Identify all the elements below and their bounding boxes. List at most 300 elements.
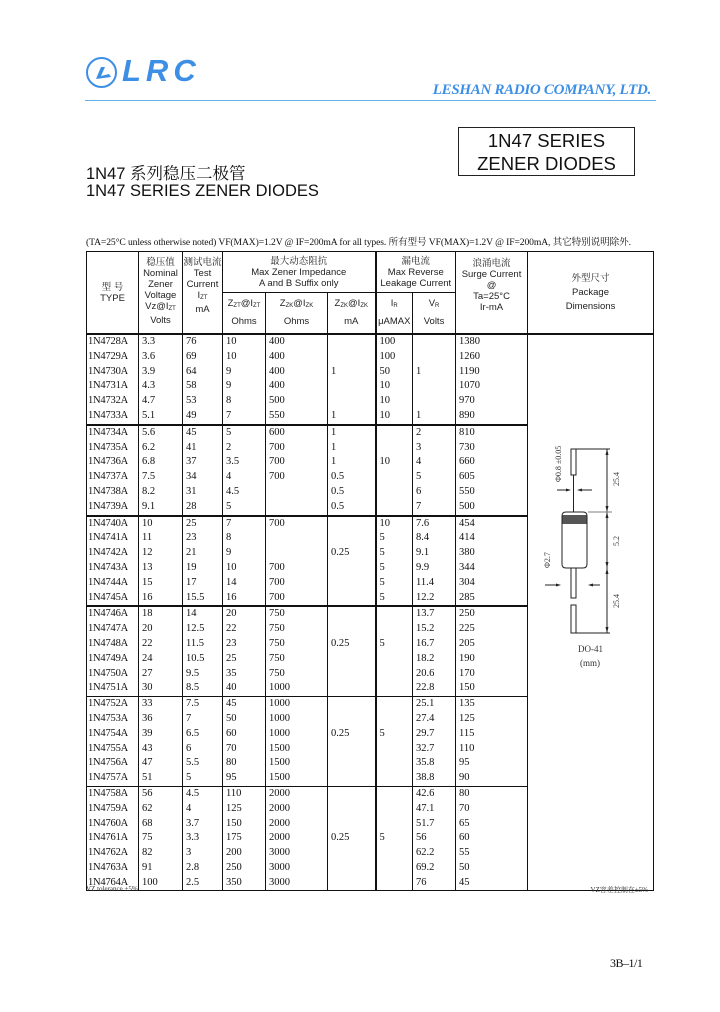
at-i: @I xyxy=(293,298,306,309)
header-zzk xyxy=(266,293,328,335)
cell-type: 1N4761A xyxy=(87,831,139,846)
header-surge-cn: 浪涌电流 xyxy=(472,258,511,269)
header-leakage-cn: 漏电流 xyxy=(401,255,431,267)
cell-zzt: 175 xyxy=(223,831,266,846)
package-unit: (mm) xyxy=(580,658,600,668)
cell-zzt: 7 xyxy=(223,516,266,532)
cell-izt: 37 xyxy=(183,455,223,470)
cell-vz: 56 xyxy=(139,786,183,801)
cell-izt: 69 xyxy=(183,350,223,365)
cell-vz: 3.9 xyxy=(139,365,183,380)
cell-vz: 6.2 xyxy=(139,441,183,456)
cell-izk xyxy=(328,861,376,876)
cell-zzt: 20 xyxy=(223,606,266,622)
cell-type: 1N4759A xyxy=(87,802,139,817)
header-impedance-cn: 最大动态阻抗 xyxy=(270,255,328,267)
cell-ir xyxy=(376,712,413,727)
cell-izk xyxy=(328,712,376,727)
vr-sub: R xyxy=(435,303,440,309)
cell-izt: 53 xyxy=(183,394,223,409)
cell-vr: 7.6 xyxy=(413,516,456,532)
cell-izk: 1 xyxy=(328,455,376,470)
cell-zzk: 3000 xyxy=(266,846,328,861)
body-length-label: 5.2 xyxy=(612,536,621,546)
cell-izk xyxy=(328,756,376,771)
footnote-tolerance-cn: VZ容差控制在±5% xyxy=(590,886,648,894)
cell-vr: 69.2 xyxy=(413,861,456,876)
cell-surge: 1190 xyxy=(456,365,528,380)
cell-surge: 380 xyxy=(456,546,528,561)
cell-zzt: 16 xyxy=(223,591,266,607)
cell-izt: 4 xyxy=(183,802,223,817)
cell-type: 1N4757A xyxy=(87,771,139,786)
cell-type: 1N4740A xyxy=(87,516,139,532)
cell-vz: 24 xyxy=(139,652,183,667)
cell-izt: 2.5 xyxy=(183,876,223,891)
header-test-current-l3 xyxy=(183,290,222,304)
cell-surge: 135 xyxy=(456,697,528,712)
cell-type: 1N4733A xyxy=(87,409,139,425)
cell-zzk: 500 xyxy=(266,394,328,409)
cell-ir: 5 xyxy=(376,637,413,652)
cell-vr: 6 xyxy=(413,485,456,500)
footnote-tolerance-en: VZ tolerance ±5% xyxy=(86,885,138,893)
vr-sym: V xyxy=(428,298,436,309)
cell-surge: 110 xyxy=(456,742,528,757)
cell-vr: 4 xyxy=(413,455,456,470)
cell-zzt: 10 xyxy=(223,334,266,350)
cell-zzt: 10 xyxy=(223,561,266,576)
cell-zzt: 110 xyxy=(223,786,266,801)
cell-izk xyxy=(328,561,376,576)
cell-ir xyxy=(376,861,413,876)
cell-zzk: 2000 xyxy=(266,831,328,846)
header-package-cn: 外型尺寸 xyxy=(571,272,610,284)
cell-izt: 6.5 xyxy=(183,727,223,742)
cell-vr: 35.8 xyxy=(413,756,456,771)
cell-type: 1N4730A xyxy=(87,365,139,380)
cell-zzt: 10 xyxy=(223,350,266,365)
header-izk-sym xyxy=(328,296,375,314)
cell-type: 1N4741A xyxy=(87,531,139,546)
cell-zzk: 1000 xyxy=(266,697,328,712)
cell-vr: 27.4 xyxy=(413,712,456,727)
cell-vz: 22 xyxy=(139,637,183,652)
header-test-current-cn: 测试电流 xyxy=(183,257,222,268)
cell-vz: 20 xyxy=(139,622,183,637)
cell-zzk: 750 xyxy=(266,667,328,682)
cell-type: 1N4745A xyxy=(87,591,139,607)
cell-izk: 0.5 xyxy=(328,500,376,516)
cell-vz: 68 xyxy=(139,817,183,832)
cell-ir xyxy=(376,697,413,712)
cell-izt: 41 xyxy=(183,441,223,456)
cell-zzt: 25 xyxy=(223,652,266,667)
cell-ir: 100 xyxy=(376,350,413,365)
cell-type: 1N4760A xyxy=(87,817,139,832)
cell-surge: 80 xyxy=(456,786,528,801)
header-leakage xyxy=(376,252,456,293)
cell-ir xyxy=(376,876,413,891)
cell-type: 1N4749A xyxy=(87,652,139,667)
cell-vz: 27 xyxy=(139,667,183,682)
cell-izt: 31 xyxy=(183,485,223,500)
cell-zzk: 750 xyxy=(266,622,328,637)
cell-izt: 11.5 xyxy=(183,637,223,652)
cell-vr: 47.1 xyxy=(413,802,456,817)
cell-vz: 4.3 xyxy=(139,379,183,394)
cell-zzk: 1000 xyxy=(266,712,328,727)
header-zzk-sym xyxy=(266,296,327,314)
top-lead-length-label: 25.4 xyxy=(612,472,621,486)
cell-vr: 22.8 xyxy=(413,681,456,696)
cell-vr: 13.7 xyxy=(413,606,456,622)
cell-ir: 5 xyxy=(376,831,413,846)
package-name: DO-41 xyxy=(578,644,603,654)
cell-izt: 64 xyxy=(183,365,223,380)
cell-ir: 10 xyxy=(376,516,413,532)
cell-izk: 1 xyxy=(328,441,376,456)
cell-izt: 6 xyxy=(183,742,223,757)
cell-vz: 36 xyxy=(139,712,183,727)
cell-vr xyxy=(413,334,456,350)
table-row xyxy=(87,334,654,350)
cell-izt: 10.5 xyxy=(183,652,223,667)
header-voltage-l3: Voltage xyxy=(144,290,177,301)
at-i: @I xyxy=(348,298,361,309)
cell-izk xyxy=(328,622,376,637)
cell-vr: 42.6 xyxy=(413,786,456,801)
cell-vz: 33 xyxy=(139,697,183,712)
bottom-lead-end xyxy=(571,605,576,633)
header-type xyxy=(87,252,139,335)
cell-izk: 0.5 xyxy=(328,485,376,500)
cell-izt: 28 xyxy=(183,500,223,516)
header-zzk-unit: Ohms xyxy=(283,316,310,327)
ir-sym: I xyxy=(390,298,394,309)
cell-vz: 6.8 xyxy=(139,455,183,470)
cell-type: 1N4746A xyxy=(87,606,139,622)
cell-vz: 3.3 xyxy=(139,334,183,350)
cell-izk xyxy=(328,786,376,801)
header-surge xyxy=(456,252,528,335)
cell-surge: 60 xyxy=(456,831,528,846)
cell-zzk xyxy=(266,485,328,500)
cell-izk: 0.25 xyxy=(328,727,376,742)
cell-zzk: 2000 xyxy=(266,817,328,832)
cell-zzt: 8 xyxy=(223,531,266,546)
lead-diameter-label: Φ0.8 ±0.05 xyxy=(554,445,563,482)
cell-surge: 550 xyxy=(456,485,528,500)
cell-zzt: 9 xyxy=(223,379,266,394)
cell-zzt: 7 xyxy=(223,409,266,425)
cell-zzt: 45 xyxy=(223,697,266,712)
cell-izk: 1 xyxy=(328,425,376,441)
izt-sym: I xyxy=(165,301,169,312)
cell-zzt: 350 xyxy=(223,876,266,891)
cell-zzt: 125 xyxy=(223,802,266,817)
cell-vr: 29.7 xyxy=(413,727,456,742)
cell-zzt: 70 xyxy=(223,742,266,757)
series-box-line2: ZENER DIODES xyxy=(477,153,616,174)
cell-izt: 9.5 xyxy=(183,667,223,682)
cell-zzt: 3.5 xyxy=(223,455,266,470)
cell-surge: 1070 xyxy=(456,379,528,394)
cell-izt: 19 xyxy=(183,561,223,576)
cell-ir xyxy=(376,681,413,696)
cathode-band xyxy=(563,515,587,524)
header-surge-l4: Ir-mA xyxy=(479,302,504,313)
cell-izk: 0.5 xyxy=(328,470,376,485)
cell-vz: 47 xyxy=(139,756,183,771)
cell-type: 1N4744A xyxy=(87,576,139,591)
cell-zzk: 750 xyxy=(266,606,328,622)
cell-zzk: 700 xyxy=(266,516,328,532)
cell-surge: 810 xyxy=(456,425,528,441)
cell-vz: 18 xyxy=(139,606,183,622)
cell-vz: 3.6 xyxy=(139,350,183,365)
cell-izk: 1 xyxy=(328,409,376,425)
cell-zzt: 2 xyxy=(223,441,266,456)
cell-ir: 5 xyxy=(376,546,413,561)
cell-zzk: 750 xyxy=(266,637,328,652)
cell-izk: 0.25 xyxy=(328,831,376,846)
cell-izk xyxy=(328,697,376,712)
test-conditions: (TA=25°C unless otherwise noted) VF(MAX)=1.2V @ IF=200mA for all types. 所有型号 VF(MAX)=1.2V @ IF=200mA, 其它特别说明除外. xyxy=(86,237,631,248)
cell-izk xyxy=(328,742,376,757)
cell-izk xyxy=(328,516,376,532)
cell-type: 1N4755A xyxy=(87,742,139,757)
cell-surge: 285 xyxy=(456,591,528,607)
cell-zzk: 700 xyxy=(266,576,328,591)
i-sub: ZK xyxy=(305,303,314,309)
cell-zzk: 1500 xyxy=(266,742,328,757)
header-ir-unit: μAMAX xyxy=(378,316,411,327)
cell-vr: 12.2 xyxy=(413,591,456,607)
cell-izk xyxy=(328,876,376,891)
cell-zzt: 150 xyxy=(223,817,266,832)
cell-zzk xyxy=(266,546,328,561)
header-leakage-l1: Max Reverse xyxy=(387,266,444,278)
header-vr xyxy=(413,293,456,335)
cell-zzk: 700 xyxy=(266,561,328,576)
cell-ir xyxy=(376,470,413,485)
cell-vr xyxy=(413,394,456,409)
title-chinese: 1N47 系列稳压二极管 xyxy=(86,165,246,183)
cell-type: 1N4751A xyxy=(87,681,139,696)
cell-surge: 250 xyxy=(456,606,528,622)
cell-vr: 9.1 xyxy=(413,546,456,561)
header-voltage xyxy=(139,252,183,335)
cell-zzk: 700 xyxy=(266,591,328,607)
cell-vr xyxy=(413,350,456,365)
header-zzt xyxy=(223,293,266,335)
cell-vz: 5.1 xyxy=(139,409,183,425)
z-sym: Z xyxy=(334,298,341,309)
lrc-logo xyxy=(85,55,215,89)
header-vr-unit: Volts xyxy=(423,316,445,327)
cell-type: 1N4732A xyxy=(87,394,139,409)
cell-type: 1N4736A xyxy=(87,455,139,470)
series-box-line1: 1N47 SERIES xyxy=(487,130,606,151)
z-sub: ZK xyxy=(340,303,349,309)
cell-izk xyxy=(328,667,376,682)
cell-zzk: 700 xyxy=(266,470,328,485)
cell-type: 1N4738A xyxy=(87,485,139,500)
cell-ir xyxy=(376,771,413,786)
cell-izk xyxy=(328,350,376,365)
body-diameter-label: Φ2.7 xyxy=(543,552,552,568)
header-voltage-l1: Nominal xyxy=(143,268,178,279)
cell-vz: 91 xyxy=(139,861,183,876)
cell-vr: 9.9 xyxy=(413,561,456,576)
cell-zzk: 3000 xyxy=(266,861,328,876)
cell-type: 1N4729A xyxy=(87,350,139,365)
header-ir-sym xyxy=(377,296,413,314)
cell-surge: 500 xyxy=(456,500,528,516)
cell-ir xyxy=(376,500,413,516)
cell-type: 1N4750A xyxy=(87,667,139,682)
header-test-current-l4: mA xyxy=(195,304,210,315)
cell-ir: 10 xyxy=(376,379,413,394)
cell-ir: 10 xyxy=(376,394,413,409)
cell-ir xyxy=(376,652,413,667)
top-lead-stub xyxy=(571,449,576,475)
cell-zzk: 1500 xyxy=(266,756,328,771)
cell-surge: 414 xyxy=(456,531,528,546)
cell-type: 1N4743A xyxy=(87,561,139,576)
cell-vr: 18.2 xyxy=(413,652,456,667)
cell-izk xyxy=(328,576,376,591)
cell-type: 1N4763A xyxy=(87,861,139,876)
cell-vr: 51.7 xyxy=(413,817,456,832)
cell-surge: 1260 xyxy=(456,350,528,365)
cell-izk: 0.25 xyxy=(328,637,376,652)
cell-izt: 76 xyxy=(183,334,223,350)
vz-at: Vz@ xyxy=(145,301,166,312)
cell-izt: 7.5 xyxy=(183,697,223,712)
cell-ir xyxy=(376,786,413,801)
header-impedance xyxy=(223,252,376,293)
cell-surge: 970 xyxy=(456,394,528,409)
cell-ir xyxy=(376,742,413,757)
ir-sub: R xyxy=(393,303,398,309)
cell-surge: 730 xyxy=(456,441,528,456)
cell-vr: 15.2 xyxy=(413,622,456,637)
header-divider xyxy=(85,100,656,101)
cell-type: 1N4728A xyxy=(87,334,139,350)
cell-ir: 50 xyxy=(376,365,413,380)
header-test-current xyxy=(183,252,223,335)
cell-zzt: 5 xyxy=(223,425,266,441)
cell-izk xyxy=(328,802,376,817)
cell-surge: 115 xyxy=(456,727,528,742)
cell-zzk: 700 xyxy=(266,455,328,470)
izt-sub: ZT xyxy=(200,295,208,301)
cell-vr: 20.6 xyxy=(413,667,456,682)
cell-vz: 100 xyxy=(139,876,183,891)
cell-zzk: 700 xyxy=(266,441,328,456)
cell-vz: 82 xyxy=(139,846,183,861)
cell-surge: 344 xyxy=(456,561,528,576)
i-sub: ZK xyxy=(360,303,368,309)
header-test-current-l1: Test xyxy=(193,268,212,279)
cell-zzk: 600 xyxy=(266,425,328,441)
cell-izt: 25 xyxy=(183,516,223,532)
cell-type: 1N4762A xyxy=(87,846,139,861)
header-surge-l2: @ xyxy=(486,280,497,291)
cell-vr: 1 xyxy=(413,409,456,425)
cell-surge: 65 xyxy=(456,817,528,832)
cell-izt: 21 xyxy=(183,546,223,561)
cell-zzt: 9 xyxy=(223,546,266,561)
cell-ir: 5 xyxy=(376,576,413,591)
cell-ir: 10 xyxy=(376,409,413,425)
cell-vr: 11.4 xyxy=(413,576,456,591)
cell-type: 1N4742A xyxy=(87,546,139,561)
cell-surge: 55 xyxy=(456,846,528,861)
cell-surge: 890 xyxy=(456,409,528,425)
cell-vr: 38.8 xyxy=(413,771,456,786)
header-vr-sym xyxy=(413,296,455,314)
cell-zzt: 250 xyxy=(223,861,266,876)
cell-vr: 7 xyxy=(413,500,456,516)
cell-type: 1N4754A xyxy=(87,727,139,742)
cell-surge: 225 xyxy=(456,622,528,637)
cell-izk xyxy=(328,379,376,394)
cell-type: 1N4739A xyxy=(87,500,139,516)
cell-vz: 51 xyxy=(139,771,183,786)
cell-ir xyxy=(376,485,413,500)
cell-surge: 605 xyxy=(456,470,528,485)
page-number: 3B–1/1 xyxy=(610,956,643,970)
cell-vz: 9.1 xyxy=(139,500,183,516)
cell-surge: 95 xyxy=(456,756,528,771)
cell-vz: 75 xyxy=(139,831,183,846)
cell-vr: 56 xyxy=(413,831,456,846)
header-voltage-l5: Volts xyxy=(150,315,171,326)
cell-vz: 16 xyxy=(139,591,183,607)
cell-izt: 12.5 xyxy=(183,622,223,637)
logo-emblem-icon xyxy=(93,65,113,83)
cell-zzt: 80 xyxy=(223,756,266,771)
cell-ir xyxy=(376,441,413,456)
cell-izt: 5.5 xyxy=(183,756,223,771)
header-surge-l3: Ta=25°C xyxy=(473,291,510,302)
cell-surge: 1380 xyxy=(456,334,528,350)
cell-zzk: 3000 xyxy=(266,876,328,891)
cell-vz: 11 xyxy=(139,531,183,546)
header-zzt-sym xyxy=(223,296,265,314)
cell-vz: 13 xyxy=(139,561,183,576)
cell-izt: 5 xyxy=(183,771,223,786)
cell-zzt: 50 xyxy=(223,712,266,727)
cell-vr: 76 xyxy=(413,876,456,891)
cell-vz: 7.5 xyxy=(139,470,183,485)
cell-zzk: 1500 xyxy=(266,771,328,786)
header-package xyxy=(528,252,654,335)
cell-zzt: 35 xyxy=(223,667,266,682)
cell-ir: 10 xyxy=(376,455,413,470)
cell-izk xyxy=(328,606,376,622)
header-leakage-l2: Leakage Current xyxy=(380,277,452,289)
cell-vz: 30 xyxy=(139,681,183,696)
cell-izt: 15.5 xyxy=(183,591,223,607)
logo-text: LRC xyxy=(122,53,201,88)
cell-zzk: 1000 xyxy=(266,681,328,696)
cell-izt: 8.5 xyxy=(183,681,223,696)
cell-type: 1N4748A xyxy=(87,637,139,652)
